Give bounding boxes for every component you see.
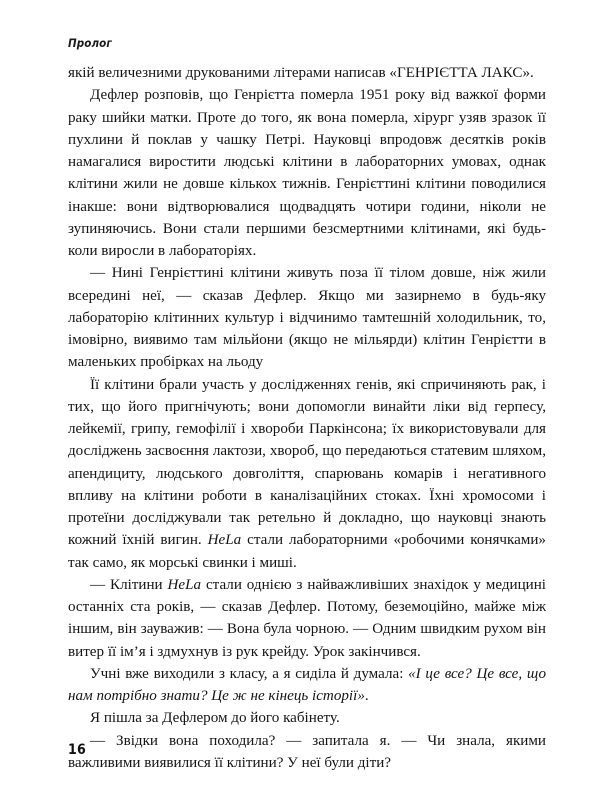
text-run: стали лабораторними «робочими конячками» так само, як морські свинки і миші. xyxy=(68,532,546,571)
paragraph xyxy=(68,574,546,663)
italic-run: HeLa xyxy=(167,576,202,593)
paragraph xyxy=(68,663,546,708)
text-run: Я пішла за Дефлером до його кабінету. xyxy=(90,710,340,727)
text-run: . xyxy=(364,688,369,704)
paragraph xyxy=(68,262,546,373)
text-run: — Клітини xyxy=(90,576,168,593)
page-number: 16 xyxy=(68,742,86,758)
text-run: стали однією з найважливіших знахідок у медицині останніх ста років, — сказав Дефлер. Потому, беземоційно, майже між іншим, він зауважив: — Вона була чорною. — Одним швидким рухом він витер її ім’я і здмухнув із рук крейду. Урок закінчився. xyxy=(68,576,546,660)
running-header: Пролог xyxy=(68,36,112,50)
italic-run: HeLa xyxy=(207,532,242,549)
paragraph xyxy=(68,62,546,84)
italic-run: «І це все? Це все, що нам потрібно знати? Це ж не кінець історії» xyxy=(68,665,546,704)
text-run: Дефлер розповів, що Генрієтта померла 1951 року від важкої форми раку шийки матки. Проте до того, як вона померла, хірург узяв зразок її пухлини й поклав у чашку Петрі. Науковці впродовж десятків років намагалися виростити людські клітини в лабораторних умовах, однак клітини жили не довше кількох тижнів. Генрієттині клітини поводилися інакше: вони відтворювалися щодвадцять чотири години, ніколи не зупиняючись. Вони стали першими безсмертними клітинами, які будь-коли виросли в лабораторіях. xyxy=(68,87,546,259)
text-run: — Звідки вона походила? — запитала я. — Чи знала, якими важливими виявилися її клітини? У неї були діти? xyxy=(68,732,546,771)
text-run: Учні вже виходили з класу, а я сиділа й думала: xyxy=(90,665,409,682)
paragraph xyxy=(68,84,546,262)
text-run: Її клітини брали участь у дослідженнях генів, які спричиняють рак, і тих, що його пригнічують; вони допомогли винайти ліки від герпесу, лейкемії, грипу, гемофілії і хвороби Паркінсона; їх використовували для досліджень засвоєння лактози, хвороб, що передаються статевим шляхом, апендициту, людського довголіття, спарювань комарів і негативного впливу на клітини роботи в каналізаційних стоках. Їхні хромосоми і протеїни досліджували так ретельно й докладно, що науковці знають кожний їхній вигин. xyxy=(68,376,546,549)
paragraph xyxy=(68,730,546,775)
paragraph xyxy=(68,374,546,574)
body-text-block xyxy=(68,62,546,774)
paragraph xyxy=(68,707,546,729)
text-run: — Нині Генрієттині клітини живуть поза її тілом довше, ніж жили всередині неї, — сказав Дефлер. Якщо ми зазирнемо в будь-яку лабораторію клітинних культур і відчинимо тамтешній холодильник, то, імовірно, виявимо там мільйони (якщо не мільярди) клітин Генрієтти в маленьких пробірках на льоду xyxy=(68,265,546,371)
text-run: якій величезними друкованими літерами написав «ГЕНРІЄТТА ЛАКС». xyxy=(68,65,534,81)
